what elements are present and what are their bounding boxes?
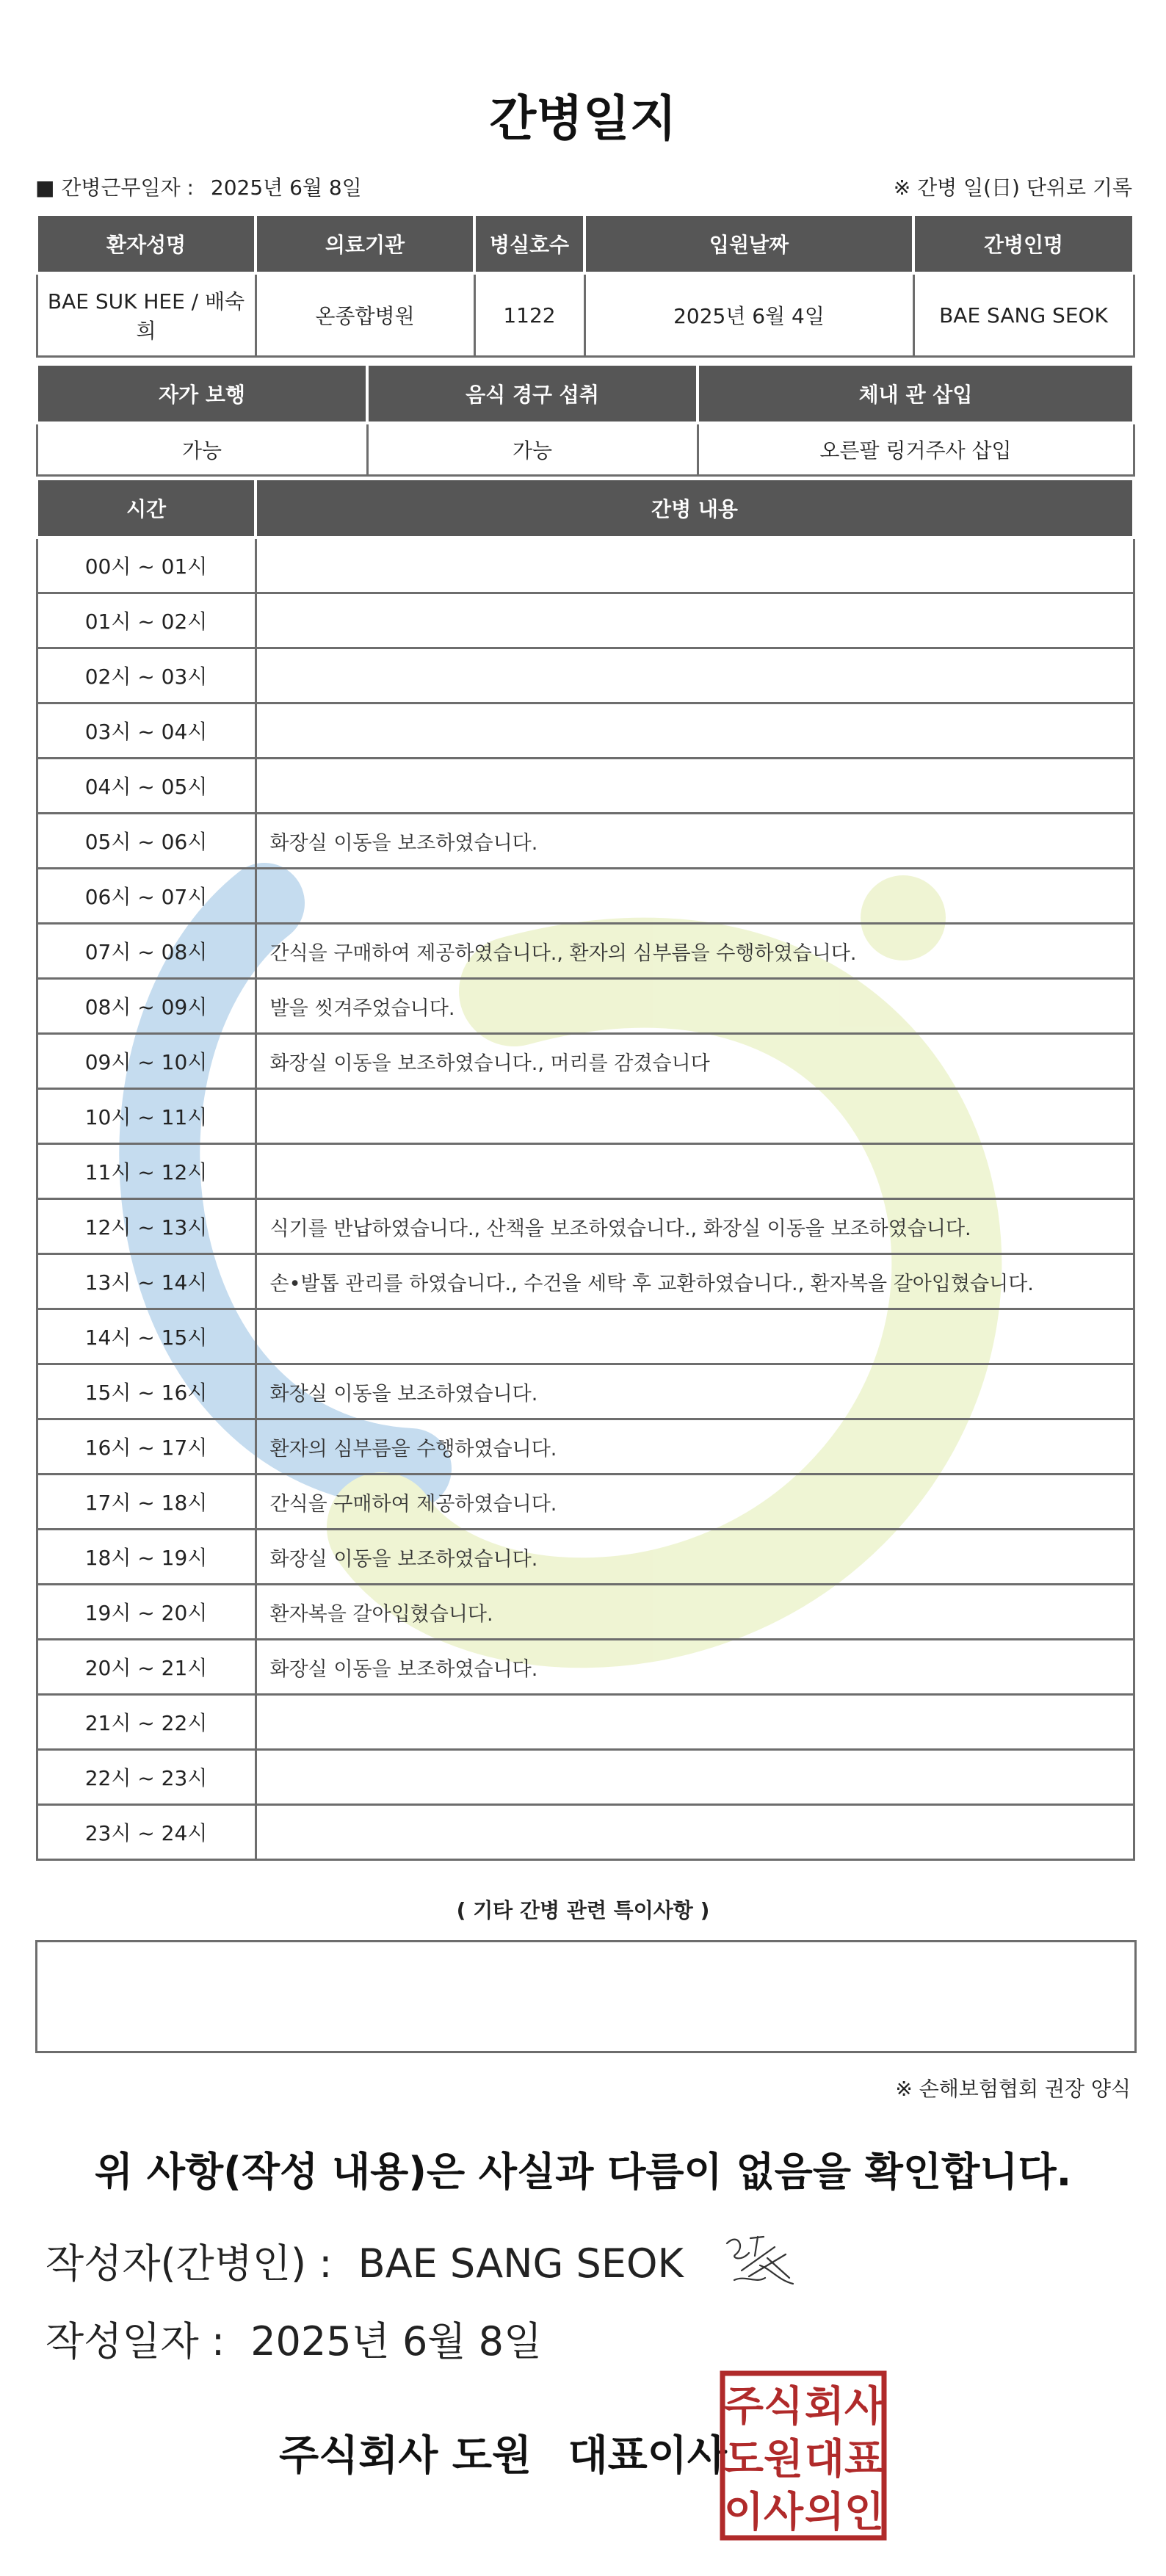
room-number: 1122 [474,273,584,357]
care-log-table [35,477,1135,1861]
row-time: 16시 ~ 17시 [37,1419,256,1475]
oral-intake-value: 가능 [367,423,698,476]
table-row [37,1475,1134,1530]
row-content: 간식을 구매하여 제공하였습니다. [256,1475,1134,1530]
row-content [256,1144,1134,1199]
header-hospital: 의료기관 [256,214,474,273]
recommend-note: ※ 손해보험협회 권장 양식 [895,2077,1131,2101]
patient-info-table [35,213,1135,358]
row-content: 간식을 구매하여 제공하였습니다., 환자의 심부름을 수행하였습니다. [256,924,1134,979]
row-time: 04시 ~ 05시 [37,759,256,814]
row-time: 14시 ~ 15시 [37,1309,256,1364]
table-row [37,1034,1134,1089]
header-tube-insertion: 체내 관 삽입 [698,364,1134,423]
table-row [37,1089,1134,1144]
row-time: 11시 ~ 12시 [37,1144,256,1199]
company-name: 주식회사 도원 [279,2432,532,2480]
header-caregiver-name: 간병인명 [913,214,1134,273]
row-time: 15시 ~ 16시 [37,1364,256,1419]
row-time: 07시 ~ 08시 [37,924,256,979]
row-time: 06시 ~ 07시 [37,869,256,924]
row-content [256,703,1134,759]
work-date-label: ■ 간병근무일자 : [35,176,194,200]
table-row [37,703,1134,759]
row-content: 환자의 심부름을 수행하였습니다. [256,1419,1134,1475]
table-row [37,1695,1134,1750]
row-content: 화장실 이동을 보조하였습니다. [256,814,1134,869]
table-row [37,759,1134,814]
signature-icon [720,2225,800,2291]
patient-name: BAE SUK HEE / 배숙희 [37,273,256,357]
notes-content [37,1942,1134,1969]
table-row [37,648,1134,703]
table-row [37,1750,1134,1805]
row-time: 00시 ~ 01시 [37,538,256,593]
row-time: 10시 ~ 11시 [37,1089,256,1144]
row-time: 01시 ~ 02시 [37,593,256,648]
row-time: 19시 ~ 20시 [37,1585,256,1640]
caregiver-name: BAE SANG SEOK [913,273,1134,357]
row-content [256,759,1134,814]
row-time: 22시 ~ 23시 [37,1750,256,1805]
row-time: 17시 ~ 18시 [37,1475,256,1530]
table-row [37,1805,1134,1860]
svg-text:대표: 대표 [804,2436,885,2483]
row-time: 03시 ~ 04시 [37,703,256,759]
row-time: 20시 ~ 21시 [37,1640,256,1695]
unit-note: ※ 간병 일(日) 단위로 기록 [893,176,1132,200]
header-admission-date: 입원날짜 [584,214,913,273]
row-time: 12시 ~ 13시 [37,1199,256,1254]
svg-text:의인: 의인 [804,2489,885,2536]
writer-line [46,2232,684,2289]
table-row [37,1419,1134,1475]
table-row [37,1585,1134,1640]
row-time: 13시 ~ 14시 [37,1254,256,1309]
write-date-label: 작성일자 : [46,2318,225,2365]
header-time: 시간 [37,479,256,538]
row-content [256,1089,1134,1144]
writer-label: 작성자(간병인) : [46,2240,333,2287]
svg-text:회사: 회사 [804,2383,885,2431]
table-row [37,1530,1134,1585]
tube-insertion-value: 오른팔 링거주사 삽입 [698,423,1134,476]
work-date [35,172,362,201]
row-content [256,593,1134,648]
table-row [37,1364,1134,1419]
page-title: 간병일지 [489,90,677,147]
company-seal-icon [720,2370,887,2541]
header-patient-name: 환자성명 [37,214,256,273]
row-content [256,1695,1134,1750]
confirm-statement: 위 사항(작성 내용)은 사실과 다름이 없음을 확인합니다. [94,2149,1072,2195]
row-content: 식기를 반납하였습니다., 산책을 보조하였습니다., 화장실 이동을 보조하였습니다. [256,1199,1134,1254]
row-content: 화장실 이동을 보조하였습니다. [256,1364,1134,1419]
company-role: 대표이사 [568,2432,727,2480]
row-content: 화장실 이동을 보조하였습니다. [256,1640,1134,1695]
table-row [37,1254,1134,1309]
writer-name: BAE SANG SEOK [358,2240,684,2287]
table-row [37,1144,1134,1199]
row-time: 09시 ~ 10시 [37,1034,256,1089]
row-content [256,1309,1134,1364]
table-row [37,924,1134,979]
row-time: 18시 ~ 19시 [37,1530,256,1585]
svg-text:이사: 이사 [723,2489,804,2536]
row-content: 발을 씻겨주었습니다. [256,979,1134,1034]
hospital: 온종합병원 [256,273,474,357]
write-date-line [46,2310,542,2367]
header-oral-intake: 음식 경구 섭취 [367,364,698,423]
table-row [37,538,1134,593]
row-content [256,538,1134,593]
notes-title: ( 기타 간병 관련 특이사항 ) [456,1898,710,1922]
row-time: 02시 ~ 03시 [37,648,256,703]
write-date-value: 2025년 6월 8일 [250,2318,543,2365]
header-room: 병실호수 [474,214,584,273]
row-content [256,869,1134,924]
table-row [37,869,1134,924]
row-time: 21시 ~ 22시 [37,1695,256,1750]
row-content: 환자복을 갈아입혔습니다. [256,1585,1134,1640]
row-time: 05시 ~ 06시 [37,814,256,869]
row-content [256,1750,1134,1805]
admission-date: 2025년 6월 4일 [584,273,913,357]
svg-text:도원: 도원 [723,2436,804,2483]
row-content [256,1805,1134,1860]
table-row [37,1199,1134,1254]
row-content [256,648,1134,703]
row-time: 23시 ~ 24시 [37,1805,256,1860]
row-content: 화장실 이동을 보조하였습니다. [256,1530,1134,1585]
row-content: 화장실 이동을 보조하였습니다., 머리를 감겼습니다 [256,1034,1134,1089]
table-row [37,1309,1134,1364]
header-self-walking: 자가 보행 [37,364,367,423]
table-row [37,593,1134,648]
svg-text:주식: 주식 [723,2383,804,2431]
row-time: 08시 ~ 09시 [37,979,256,1034]
company-line [279,2423,727,2482]
work-date-value: 2025년 6월 8일 [210,176,362,200]
header-care-content: 간병 내용 [256,479,1134,538]
row-content: 손•발톱 관리를 하였습니다., 수건을 세탁 후 교환하였습니다., 환자복을 갈아입혔습니다. [256,1254,1134,1309]
table-row [37,1640,1134,1695]
table-row [37,814,1134,869]
self-walking-value: 가능 [37,423,367,476]
notes-box [35,1940,1137,2053]
status-table [35,363,1135,477]
table-row [37,979,1134,1034]
